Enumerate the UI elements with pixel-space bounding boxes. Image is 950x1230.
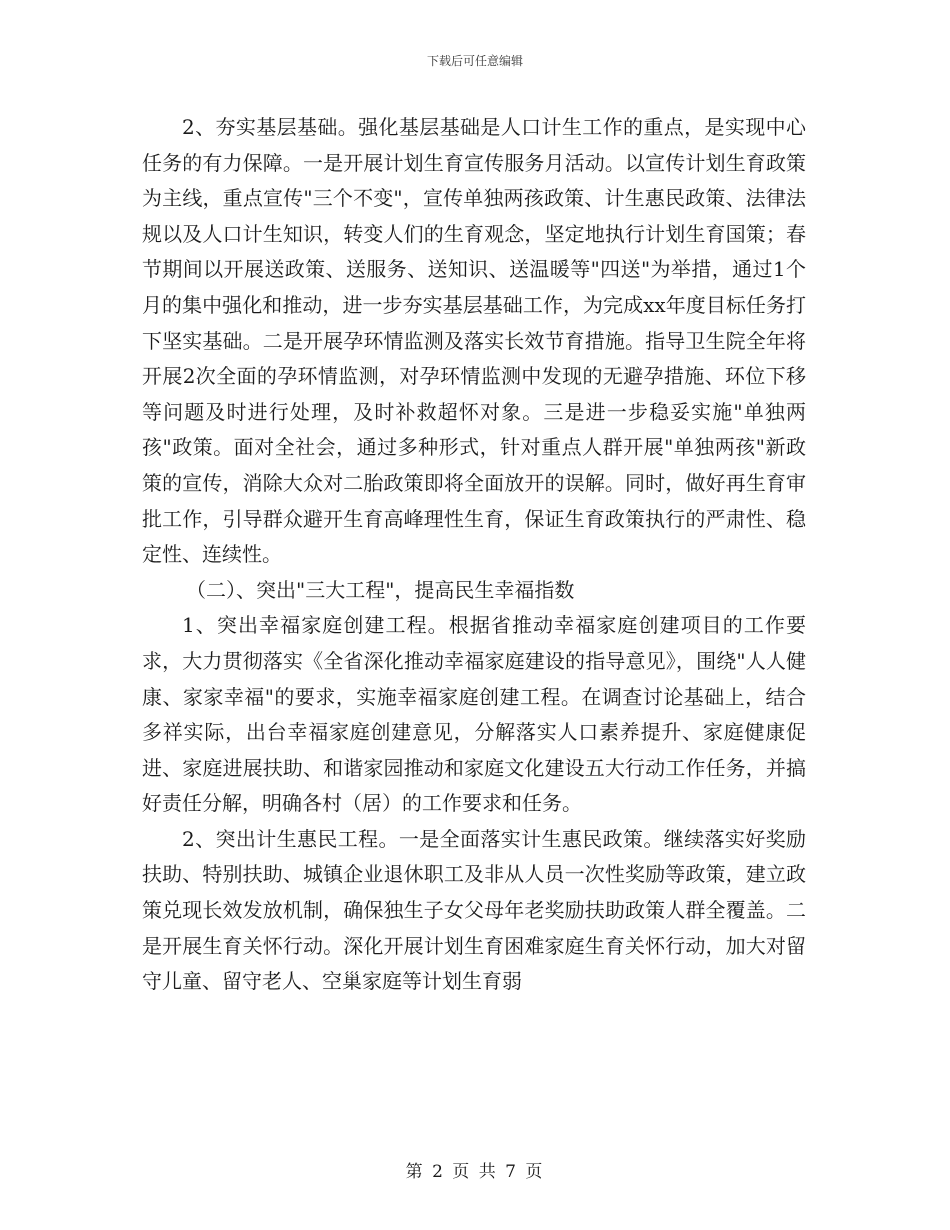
paragraph-benefit-project: 2、突出计生惠民工程。一是全面落实计生惠民政策。继续落实好奖励扶助、特别扶助、城镇企业退休职工及非从人员一次性奖励等政策，建立政策兑现长效发放机制，确保独生子女父母年老奖励扶助政策人群全覆盖。二是开展生育关怀行动。深化开展计划生育困难家庭生育关怀行动，加大对留守儿童、留守老人、空巢家庭等计划生育弱 [142,826,806,994]
section-heading-three-projects: （二）、突出"三大工程"，提高民生幸福指数 [186,577,575,602]
page-footer: 第 2 页 共 7 页 [405,1162,545,1182]
page-header: 下载后可任意编辑 [426,54,523,68]
paragraph-happy-family-project: 1、突出幸福家庭创建工程。根据省推动幸福家庭创建项目的工作要求，大力贯彻落实《全省深化推动幸福家庭建设的指导意见》，围绕"人人健康、家家幸福"的要求，实施幸福家庭创建工程。在调查讨论基础上，结合多祥实际，出台幸福家庭创建意见，分解落实人口素养提升、家庭健康促进、家庭进展扶助、和谐家园推动和家庭文化建设五大行动工作任务，并搞好责任分解，明确各村（居）的工作要求和任务。 [142,613,806,816]
paragraph-consolidate-grassroots: 2、夯实基层基础。强化基层基础是人口计生工作的重点，是实现中心任务的有力保障。一是开展计划生育宣传服务月活动。以宣传计划生育政策为主线，重点宣传"三个不变"，宣传单独两孩政策、计生惠民政策、法律法规以及人口计生知识，转变人们的生育观念，坚定地执行计划生育国策；春节期间以开展送政策、送服务、送知识、送温暖等"四送"为举措，通过1个月的集中强化和推动，进一步夯实基层基础工作，为完成xx年度目标任务打下坚实基础。二是开展孕环情监测及落实长效节育措施。指导卫生院全年将开展2次全面的孕环情监测，对孕环情监测中发现的无避孕措施、环位下移等问题及时进行处理，及时补救超怀对象。三是进一步稳妥实施"单独两孩"政策。面对全社会，通过多种形式，针对重点人群开展"单独两孩"新政策的宣传，消除大众对二胎政策即将全面放开的误解。同时，做好再生育审批工作，引导群众避开生育高峰理性生育，保证生育政策执行的严肃性、稳定性、连续性。 [142,115,806,567]
document-body [142,110,806,1000]
